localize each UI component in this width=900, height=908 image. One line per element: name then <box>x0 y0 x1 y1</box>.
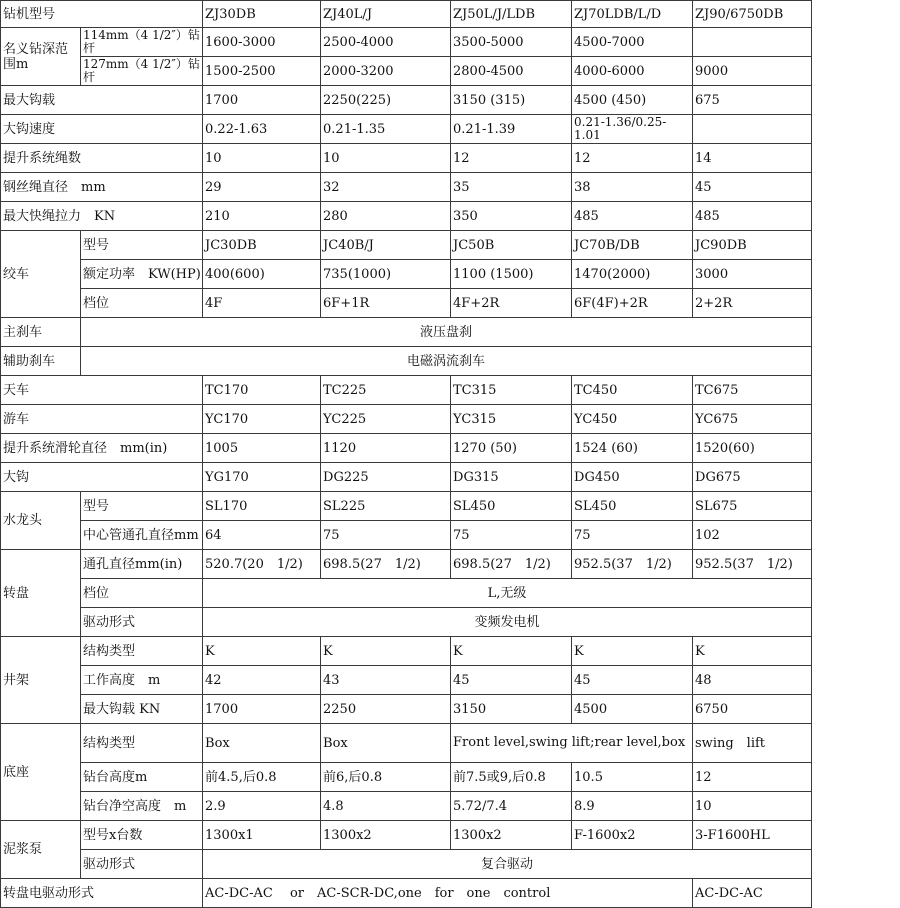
cell: 2800-4500 <box>451 57 572 86</box>
sub-label: 额定功率 KW(HP) <box>81 260 203 289</box>
rotary-drive-value: 变频发电机 <box>203 608 812 637</box>
pump-drive-value: 复合驱动 <box>203 850 812 879</box>
cell: 5.72/7.4 <box>451 792 572 821</box>
header-row <box>1 1 812 28</box>
sub-label: 档位 <box>81 579 203 608</box>
cell: 42 <box>203 666 321 695</box>
substructure-label: 底座 <box>1 724 81 821</box>
sub-label: 最大钩载 KN <box>81 695 203 724</box>
cell: JC70B/DB <box>572 231 693 260</box>
row-label: 最大钩载 <box>1 86 203 115</box>
cell <box>693 28 812 57</box>
cell: K <box>572 637 693 666</box>
row-label: 辅助刹车 <box>1 347 81 376</box>
cell: 45 <box>451 666 572 695</box>
cell: 前7.5或9,后0.8 <box>451 763 572 792</box>
cell: 400(600) <box>203 260 321 289</box>
cell: 6750 <box>693 695 812 724</box>
cell: 0.21-1.36/0.25-1.01 <box>572 115 693 144</box>
cell: YG170 <box>203 463 321 492</box>
cell: 1005 <box>203 434 321 463</box>
cell: 前4.5,后0.8 <box>203 763 321 792</box>
cell: DG315 <box>451 463 572 492</box>
cell: JC40B/J <box>321 231 451 260</box>
rotary-label: 转盘 <box>1 550 81 637</box>
cell: TC315 <box>451 376 572 405</box>
sub-label: 型号 <box>81 492 203 521</box>
depth-row-127 <box>1 57 812 86</box>
cell: 485 <box>693 202 812 231</box>
sub-label: 驱动形式 <box>81 850 203 879</box>
cell: 1500-2500 <box>203 57 321 86</box>
row-label: 提升系统滑轮直径 mm(in) <box>1 434 203 463</box>
drawworks-power-row <box>1 260 812 289</box>
crown-row <box>1 376 812 405</box>
cell: 675 <box>693 86 812 115</box>
swivel-bore-row <box>1 521 812 550</box>
cell: YC450 <box>572 405 693 434</box>
cell: 280 <box>321 202 451 231</box>
sub-label: 结构类型 <box>81 724 203 763</box>
cell: TC675 <box>693 376 812 405</box>
cell: 0.21-1.35 <box>321 115 451 144</box>
cell: TC170 <box>203 376 321 405</box>
cell: 29 <box>203 173 321 202</box>
cell: 12 <box>451 144 572 173</box>
cell: 2000-3200 <box>321 57 451 86</box>
cell: 0.22-1.63 <box>203 115 321 144</box>
cell: 485 <box>572 202 693 231</box>
cell: 1700 <box>203 86 321 115</box>
cell: 1120 <box>321 434 451 463</box>
drawworks-model-row <box>1 231 812 260</box>
cell: 43 <box>321 666 451 695</box>
cell: 4.8 <box>321 792 451 821</box>
cell: 38 <box>572 173 693 202</box>
cell <box>693 115 812 144</box>
cell: K <box>693 637 812 666</box>
cell: 0.21-1.39 <box>451 115 572 144</box>
depth-size-127: 127mm（4 1/2″）钻杆 <box>81 57 203 86</box>
cell: 735(1000) <box>321 260 451 289</box>
cell: 3500-5000 <box>451 28 572 57</box>
model-1: ZJ30DB <box>203 1 321 28</box>
model-3: ZJ50L/J/LDB <box>451 1 572 28</box>
cell: K <box>203 637 321 666</box>
row-label: 主刹车 <box>1 318 81 347</box>
sub-label: 结构类型 <box>81 637 203 666</box>
sub-label: 中心管通孔直径mm <box>81 521 203 550</box>
cell: 3150 <box>451 695 572 724</box>
cell: 75 <box>572 521 693 550</box>
cell: 前6,后0.8 <box>321 763 451 792</box>
cell: 12 <box>572 144 693 173</box>
main-brake-value: 液压盘刹 <box>81 318 812 347</box>
cell: AC-DC-AC <box>693 879 812 908</box>
cell: Box <box>321 724 451 763</box>
cell: K <box>321 637 451 666</box>
sub-type-row <box>1 724 812 763</box>
cell: 10 <box>203 144 321 173</box>
model-5: ZJ90/6750DB <box>693 1 812 28</box>
sub-label: 型号x台数 <box>81 821 203 850</box>
cell: 952.5(37 1/2) <box>693 550 812 579</box>
cell: 2500-4000 <box>321 28 451 57</box>
cell: 1524 (60) <box>572 434 693 463</box>
cell: 75 <box>451 521 572 550</box>
depth-row-114 <box>1 28 812 57</box>
row-label: 钢丝绳直径 mm <box>1 173 203 202</box>
cell: 64 <box>203 521 321 550</box>
depth-size-114: 114mm（4 1/2″）钻杆 <box>81 28 203 57</box>
cell: 3150 (315) <box>451 86 572 115</box>
mast-load-row <box>1 695 812 724</box>
sub-label: 工作高度 m <box>81 666 203 695</box>
travel-row <box>1 405 812 434</box>
cell: SL170 <box>203 492 321 521</box>
row-label: 天车 <box>1 376 203 405</box>
cell: 3-F1600HL <box>693 821 812 850</box>
rotary-gear-value: L,无级 <box>203 579 812 608</box>
cell: 75 <box>321 521 451 550</box>
rotary-gear-row <box>1 579 812 608</box>
pump-label: 泥浆泵 <box>1 821 81 879</box>
mast-type-row <box>1 637 812 666</box>
pump-model-row <box>1 821 812 850</box>
rotary-bore-row <box>1 550 812 579</box>
rotary-drive-row <box>1 608 812 637</box>
cell: SL675 <box>693 492 812 521</box>
sub-label: 通孔直径mm(in) <box>81 550 203 579</box>
cell: 10 <box>321 144 451 173</box>
row-label: 最大快绳拉力 KN <box>1 202 203 231</box>
cell: 14 <box>693 144 812 173</box>
cell: 1300x1 <box>203 821 321 850</box>
depth-label: 名义钻深范围m <box>1 28 81 86</box>
cell: 2.9 <box>203 792 321 821</box>
cell: DG450 <box>572 463 693 492</box>
cell: 4500 (450) <box>572 86 693 115</box>
cell: Box <box>203 724 321 763</box>
cell: 48 <box>693 666 812 695</box>
pump-drive-row <box>1 850 812 879</box>
sub-label: 型号 <box>81 231 203 260</box>
cell: 1470(2000) <box>572 260 693 289</box>
cell: 4F <box>203 289 321 318</box>
cell: 1600-3000 <box>203 28 321 57</box>
cell: SL450 <box>451 492 572 521</box>
swivel-model-row <box>1 492 812 521</box>
cell: YC315 <box>451 405 572 434</box>
row-label: 提升系统绳数 <box>1 144 203 173</box>
cell: YC170 <box>203 405 321 434</box>
sub-clear-row <box>1 792 812 821</box>
cell: 6F(4F)+2R <box>572 289 693 318</box>
cell: 520.7(20 1/2) <box>203 550 321 579</box>
drawworks-label: 绞车 <box>1 231 81 318</box>
row-label: 大钩 <box>1 463 203 492</box>
cell: 4500-7000 <box>572 28 693 57</box>
cell: swing lift <box>693 724 812 763</box>
cell: JC90DB <box>693 231 812 260</box>
cell: 4000-6000 <box>572 57 693 86</box>
sub-label: 钻台高度m <box>81 763 203 792</box>
hook-row <box>1 463 812 492</box>
cell: SL225 <box>321 492 451 521</box>
cell: 35 <box>451 173 572 202</box>
cell: 45 <box>693 173 812 202</box>
cell: JC30DB <box>203 231 321 260</box>
cell: 2250 <box>321 695 451 724</box>
sheave-row <box>1 434 812 463</box>
sub-floor-row <box>1 763 812 792</box>
cell: 952.5(37 1/2) <box>572 550 693 579</box>
sub-label: 档位 <box>81 289 203 318</box>
cell: 2+2R <box>693 289 812 318</box>
cell: 1520(60) <box>693 434 812 463</box>
cell: 350 <box>451 202 572 231</box>
swivel-label: 水龙头 <box>1 492 81 550</box>
cell: 1100 (1500) <box>451 260 572 289</box>
cell: 45 <box>572 666 693 695</box>
cell: 32 <box>321 173 451 202</box>
cell: Front level,swing lift;rear level,box <box>451 724 693 763</box>
cell: TC225 <box>321 376 451 405</box>
hook-load-row <box>1 86 812 115</box>
fast-line-row <box>1 202 812 231</box>
cell: TC450 <box>572 376 693 405</box>
cell: 210 <box>203 202 321 231</box>
cell: 4F+2R <box>451 289 572 318</box>
lines-row <box>1 144 812 173</box>
hook-speed-row <box>1 115 812 144</box>
mast-height-row <box>1 666 812 695</box>
cell: 6F+1R <box>321 289 451 318</box>
rope-dia-row <box>1 173 812 202</box>
header-label: 钻机型号 <box>1 1 203 28</box>
cell: YC225 <box>321 405 451 434</box>
cell: DG675 <box>693 463 812 492</box>
cell: K <box>451 637 572 666</box>
mast-label: 井架 <box>1 637 81 724</box>
sub-label: 钻台净空高度 m <box>81 792 203 821</box>
cell: 3000 <box>693 260 812 289</box>
cell: YC675 <box>693 405 812 434</box>
row-label: 转盘电驱动形式 <box>1 879 203 908</box>
sub-label: 驱动形式 <box>81 608 203 637</box>
cell: 2250(225) <box>321 86 451 115</box>
cell: DG225 <box>321 463 451 492</box>
aux-brake-value: 电磁涡流刹车 <box>81 347 812 376</box>
cell: SL450 <box>572 492 693 521</box>
model-2: ZJ40L/J <box>321 1 451 28</box>
row-label: 大钩速度 <box>1 115 203 144</box>
cell: 9000 <box>693 57 812 86</box>
cell: 10 <box>693 792 812 821</box>
cell: 102 <box>693 521 812 550</box>
cell: 10.5 <box>572 763 693 792</box>
model-4: ZJ70LDB/L/D <box>572 1 693 28</box>
cell: 12 <box>693 763 812 792</box>
main-brake-row <box>1 318 812 347</box>
row-label: 游车 <box>1 405 203 434</box>
cell: F-1600x2 <box>572 821 693 850</box>
rotary-drive-type-row <box>1 879 812 908</box>
rotary-drive-type-value: AC-DC-AC or AC-SCR-DC,one for one control <box>203 879 693 908</box>
cell: 1300x2 <box>451 821 572 850</box>
cell: 8.9 <box>572 792 693 821</box>
drawworks-gear-row <box>1 289 812 318</box>
cell: 1300x2 <box>321 821 451 850</box>
cell: 698.5(27 1/2) <box>451 550 572 579</box>
cell: 1700 <box>203 695 321 724</box>
aux-brake-row <box>1 347 812 376</box>
cell: 4500 <box>572 695 693 724</box>
cell: JC50B <box>451 231 572 260</box>
cell: 1270 (50) <box>451 434 572 463</box>
cell: 698.5(27 1/2) <box>321 550 451 579</box>
